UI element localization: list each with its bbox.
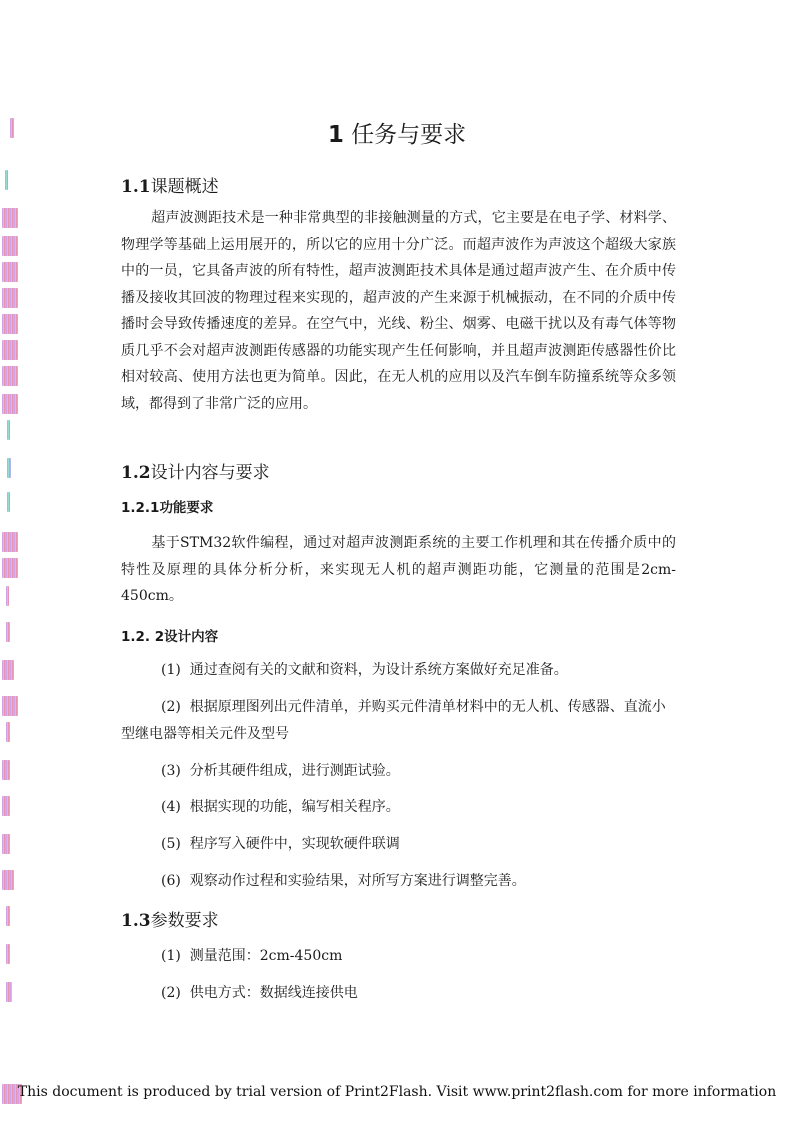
margin-mark: [7, 492, 10, 512]
list-item: (5) 程序写入硬件中，实现软硬件联调: [161, 836, 400, 852]
margin-mark: [7, 458, 11, 478]
margin-mark: [2, 532, 18, 552]
margin-mark: [2, 208, 18, 228]
section-heading-1-2: 1.2设计内容与要求: [121, 463, 270, 483]
section-heading-1-2-2: 1.2. 2设计内容: [121, 629, 219, 645]
margin-mark: [2, 262, 18, 282]
margin-mark: [2, 236, 18, 256]
margin-mark: [6, 982, 12, 1002]
margin-mark: [2, 314, 18, 334]
section-heading-1-2-1: 1.2.1功能要求: [121, 500, 214, 516]
margin-mark: [2, 340, 18, 360]
list-item: (2) 根据原理图列出元件清单，并购买元件清单材料中的无人机、传感器、直流小型继电器等相关元件及型号: [121, 699, 666, 742]
chapter-title-text: 任务与要求: [351, 122, 467, 148]
margin-mark: [2, 558, 18, 578]
margin-mark: [7, 420, 10, 440]
margin-mark: [2, 394, 18, 414]
margin-mark: [2, 834, 10, 854]
margin-mark: [6, 722, 10, 742]
trial-footer: This document is produced by trial version of Print2Flash. Visit www.print2flash.com for more information: [17, 1084, 777, 1100]
margin-mark: [2, 760, 10, 780]
margin-mark: [2, 696, 18, 716]
margin-mark: [5, 170, 8, 190]
margin-mark: [2, 366, 18, 386]
margin-mark: [6, 586, 9, 606]
list-item: (1) 通过查阅有关的文献和资料，为设计系统方案做好充足准备。: [161, 662, 568, 678]
margin-artifacts: [2, 0, 28, 1123]
section-heading-1-1: 1.1课题概述: [121, 177, 219, 197]
margin-mark: [2, 288, 18, 308]
margin-mark: [6, 906, 10, 926]
chapter-title: [0, 116, 794, 149]
margin-mark: [6, 944, 10, 964]
function-paragraph: 基于STM32软件编程，通过对超声波测距系统的主要工作机理和其在传播介质中的特性及原理的具体分析分析，来实现无人机的超声测距功能，它测量的范围是2cm-450cm。: [121, 535, 676, 604]
list-item: (6) 观察动作过程和实验结果，对所写方案进行调整完善。: [161, 873, 526, 889]
list-item: (2) 供电方式：数据线连接供电: [161, 985, 358, 1001]
margin-mark: [6, 622, 10, 642]
margin-mark: [2, 870, 14, 890]
chapter-number: 1: [327, 122, 344, 148]
overview-paragraph: 超声波测距技术是一种非常典型的非接触测量的方式，它主要是在电子学、材料学、物理学等基础上运用展开的，所以它的应用十分广泛。而超声波作为声波这个超级大家族中的一员，它具备声波的所有特性，超声波测距技术具体是通过超声波产生、在介质中传播及接收其回波的物理过程来实现的，超声波的产生来源于机械振动，在不同的介质中传播时会导致传播速度的差异。在空气中，光线、粉尘、烟雾、电磁干扰以及有毒气体等物质几乎不会对超声波测距传感器的功能实现产生任何影响，并且超声波测距传感器性价比相对较高、使用方法也更为简单。因此，在无人机的应用以及汽车倒车防撞系统等众多领域，都得到了非常广泛的应用。: [121, 210, 676, 412]
list-item: (4) 根据实现的功能，编写相关程序。: [161, 799, 400, 815]
list-item: (1) 测量范围：2cm-450cm: [161, 948, 343, 964]
section-heading-1-3: 1.3参数要求: [121, 911, 219, 931]
list-item: (3) 分析其硬件组成，进行测距试验。: [161, 763, 400, 779]
margin-mark: [2, 796, 10, 816]
margin-mark: [2, 660, 14, 680]
